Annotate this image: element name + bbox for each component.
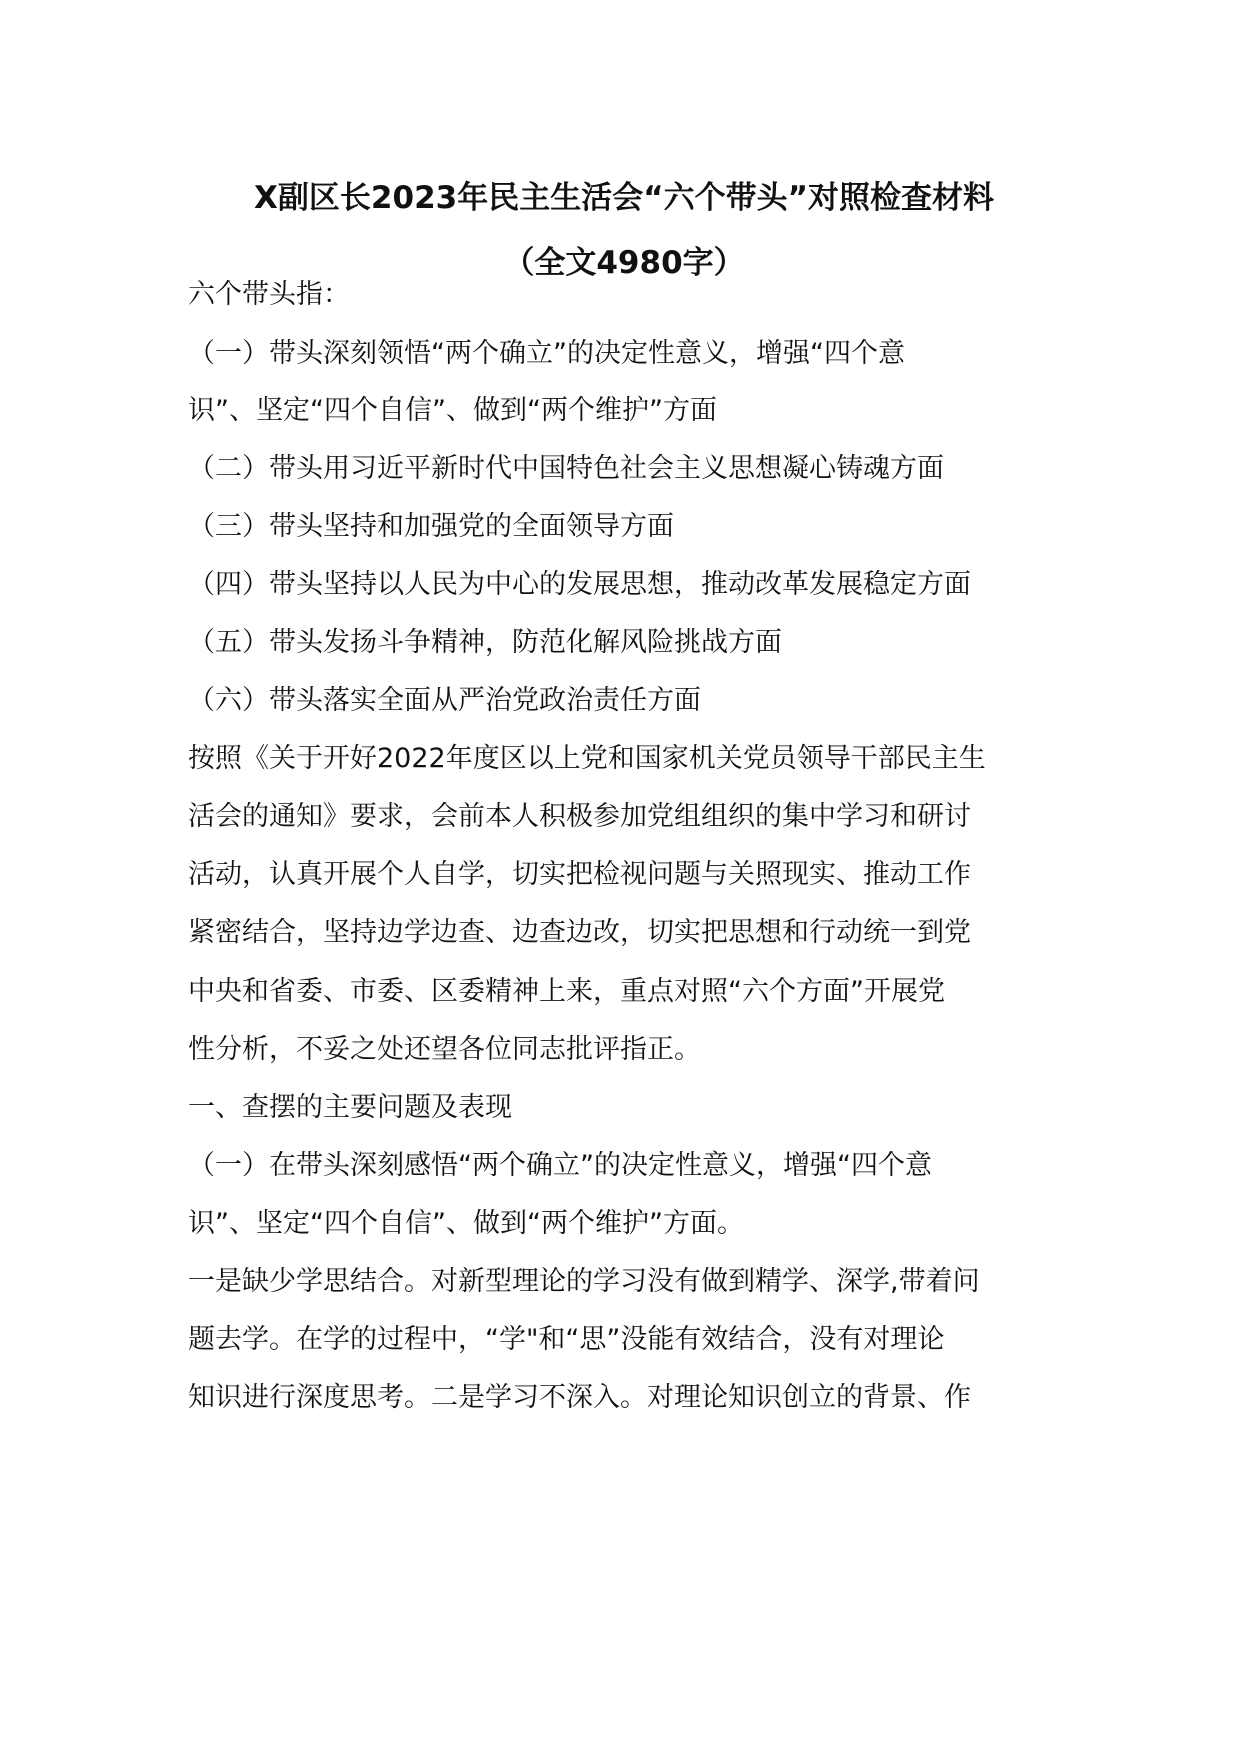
text-line: 识”、坚定“四个自信”、做到“两个维护”方面 <box>188 395 717 426</box>
text-line: 活会的通知》要求，会前本人积极参加党组组织的集中学习和研讨 <box>188 801 971 832</box>
section-heading: 一、查摆的主要问题及表现 <box>188 1092 512 1123</box>
document-subtitle: （全文4980字） <box>503 245 745 281</box>
text-line: 六个带头指： <box>188 279 350 310</box>
document-title: X副区长2023年民主生活会“六个带头”对照检查材料 <box>254 180 994 216</box>
text-line: （一）在带头深刻感悟“两个确立”的决定性意义，增强“四个意 <box>188 1150 932 1181</box>
text-line: 按照《关于开好2022年度区以上党和国家机关党员领导干部民主生 <box>188 743 986 774</box>
text-line: （二）带头用习近平新时代中国特色社会主义思想凝心铸魂方面 <box>188 453 944 484</box>
text-line: 中央和省委、市委、区委精神上来，重点对照“六个方面”开展党 <box>188 976 945 1007</box>
text-line: （四）带头坚持以人民为中心的发展思想，推动改革发展稳定方面 <box>188 569 971 600</box>
text-line: 题去学。在学的过程中，“学"和“思”没能有效结合，没有对理论 <box>188 1324 945 1355</box>
text-line: （三）带头坚持和加强党的全面领导方面 <box>188 511 674 542</box>
text-line: 知识进行深度思考。二是学习不深入。对理论知识创立的背景、作 <box>188 1382 971 1413</box>
text-line: （五）带头发扬斗争精神，防范化解风险挑战方面 <box>188 627 782 658</box>
text-line: 紧密结合，坚持边学边查、边查边改，切实把思想和行动统一到党 <box>188 917 971 948</box>
text-line: 活动，认真开展个人自学，切实把检视问题与关照现实、推动工作 <box>188 859 971 890</box>
text-line: 一是缺少学思结合。对新型理论的学习没有做到精学、深学,带着问 <box>188 1266 980 1297</box>
text-line: 识”、坚定“四个自信”、做到“两个维护”方面。 <box>188 1208 744 1239</box>
text-line: （一）带头深刻领悟“两个确立”的决定性意义，增强“四个意 <box>188 338 905 369</box>
text-line: （六）带头落实全面从严治党政治责任方面 <box>188 685 701 716</box>
text-line: 性分析，不妥之处还望各位同志批评指正。 <box>188 1034 701 1065</box>
